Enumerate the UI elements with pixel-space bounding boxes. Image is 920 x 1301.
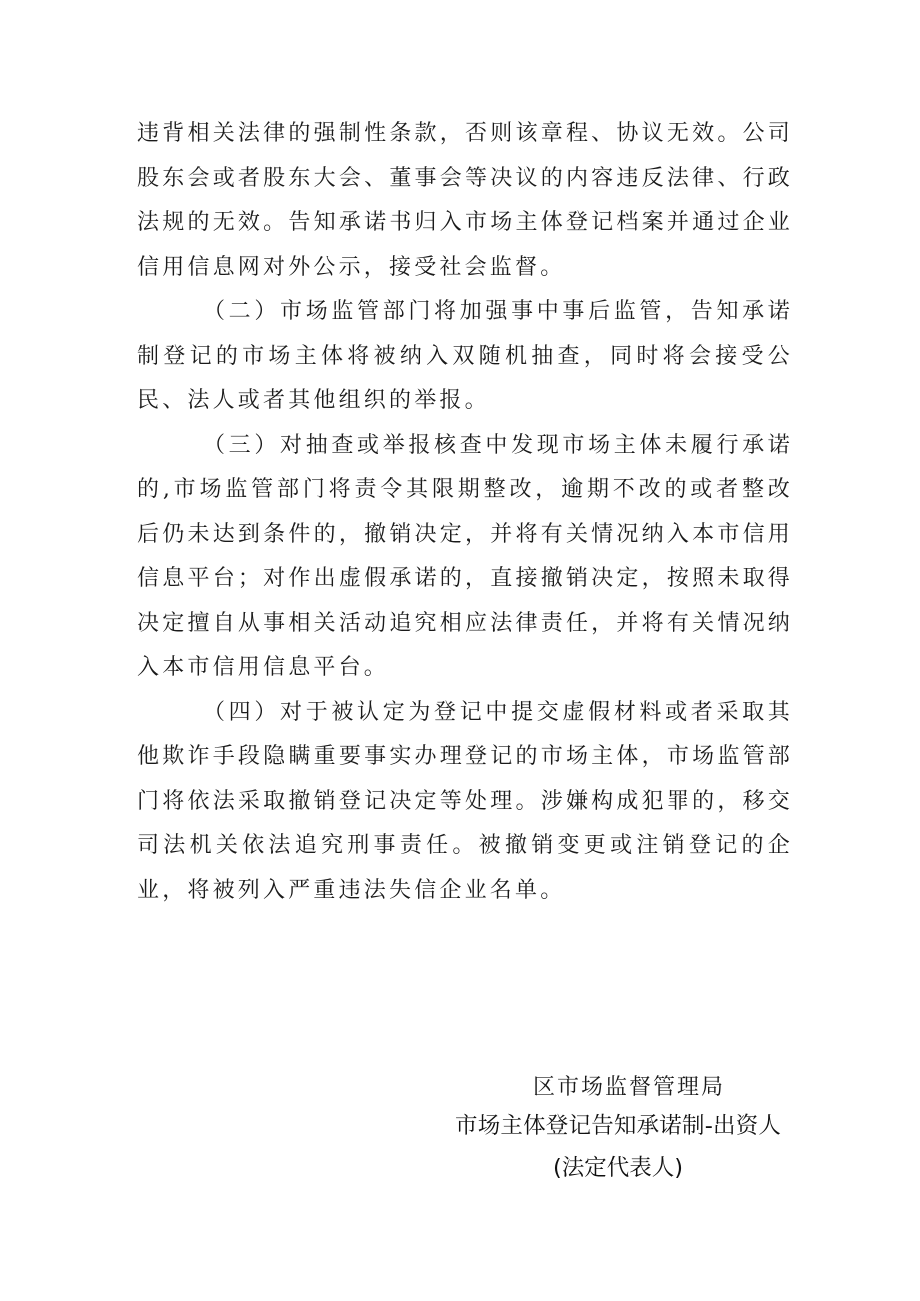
document-body xyxy=(137,112,793,913)
signature-representative: (法定代表人) xyxy=(553,1155,684,1181)
signature-organization: 区市场监督管理局 xyxy=(533,1075,726,1100)
paragraph-item-4: （四）对于被认定为登记中提交虚假材料或者采取其他欺诈手段隐瞒重要事实办理登记的市场主体，市场监管部门将依法采取撤销登记决定等处理。涉嫌构成犯罪的，移交司法机关依法追究刑事责任。被撤销变更或注销登记的企业，将被列入严重违法失信企业名单。 xyxy=(137,699,793,903)
signature-document-title: 市场主体登记告知承诺制-出资人 xyxy=(455,1113,782,1139)
paragraph-item-2: （二）市场监管部门将加强事中事后监管，告知承诺制登记的市场主体将被纳入双随机抽查，同时将会接受公民、法人或者其他组织的举报。 xyxy=(137,299,793,413)
paragraph-continuation: 违背相关法律的强制性条款，否则该章程、协议无效。公司股东会或者股东大会、董事会等决议的内容违反法律、行政法规的无效。告知承诺书归入市场主体登记档案并通过企业信用信息网对外公示，接受社会监督。 xyxy=(137,121,793,280)
paragraph-item-3: （三）对抽查或举报核查中发现市场主体未履行承诺的,市场监管部门将责令其限期整改，逾期不改的或者整改后仍未达到条件的，撤销决定，并将有关情况纳入本市信用信息平台；对作出虚假承诺的，直接撤销决定，按照未取得决定擅自从事相关活动追究相应法律责任，并将有关情况纳入本市信用信息平台。 xyxy=(137,432,793,680)
